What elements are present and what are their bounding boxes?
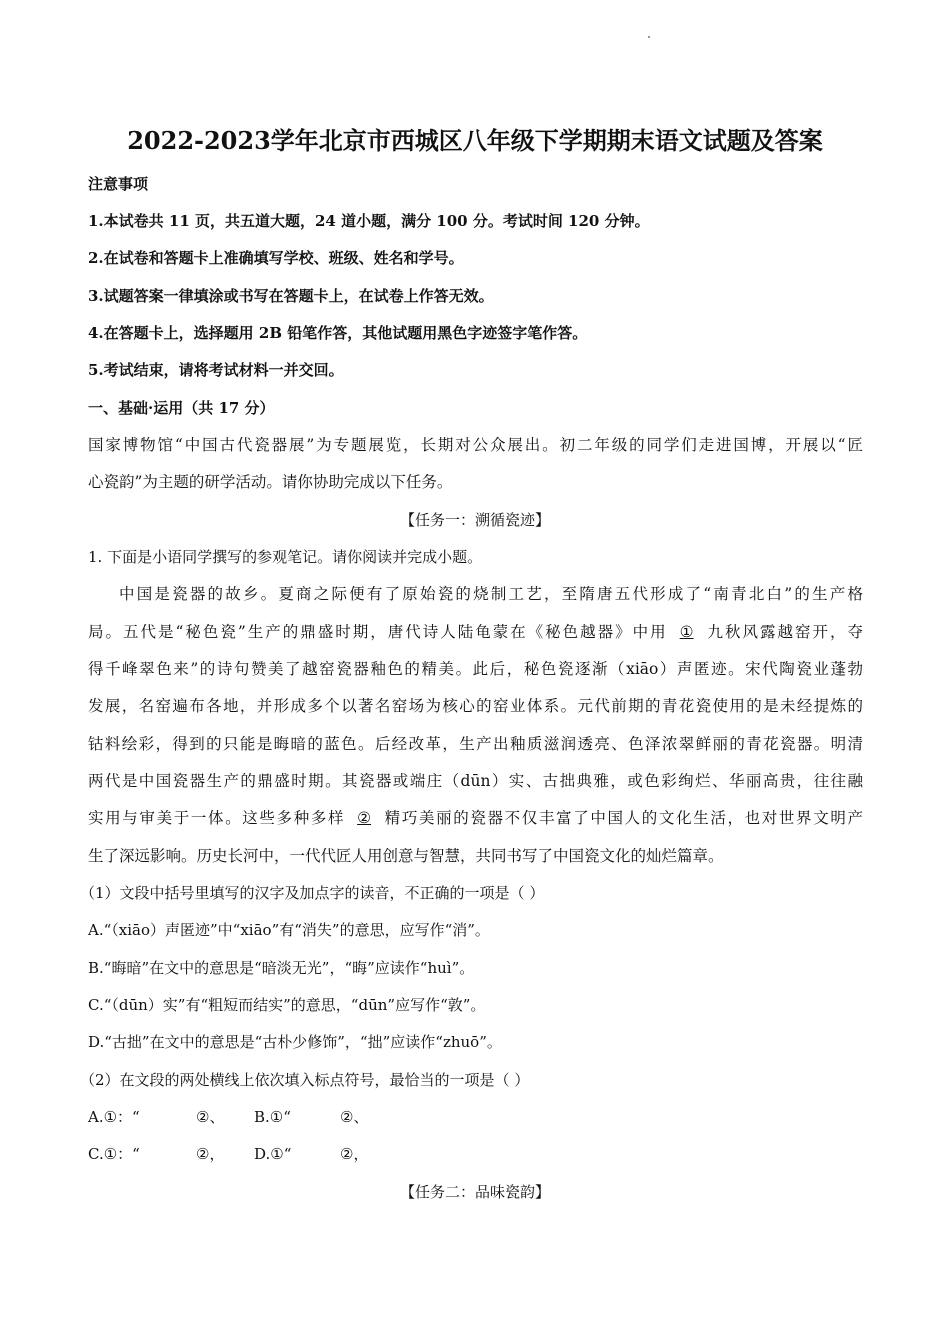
subquestion-1-option-a: A.“（xiāo）声匿迹”中“xiāo”有“消失”的意思，应写作“消”。 <box>88 921 490 939</box>
section1-heading: 一、基础·运用（共 17 分） <box>88 399 275 417</box>
task1-heading: 【任务一：溯循瓷迹】 <box>399 511 550 529</box>
option-d-second: ②， <box>340 1145 369 1163</box>
blank-2: ② <box>357 809 372 827</box>
passage-line-8: 生了深远影响。历史长河中，一代代匠人用创意与智慧，共同书写了中国瓷文化的灿烂篇章。 <box>88 847 724 865</box>
notice-item-2: 2.在试卷和答题卡上准确填写学校、班级、姓名和学号。 <box>88 249 464 267</box>
page-dot-mark <box>648 36 650 38</box>
passage-line-3: 得千峰翠色来”的诗句赞美了越窑瓷器釉色的精美。此后，秘色瓷逐渐（xiāo）声匿迹。宋代陶瓷业蓬勃 <box>88 660 863 678</box>
notice-heading: 注意事项 <box>88 175 149 193</box>
option-b-label: B.①“ <box>254 1108 291 1126</box>
option-c-second: ②， <box>196 1145 225 1163</box>
option-a-second: ②、 <box>196 1108 225 1126</box>
passage-line-7-end: 精巧美丽的瓷器不仅丰富了中国人的文化生活，也对世界文明产 <box>383 809 863 827</box>
subquestion-2-stem: （2）在文段的两处横线上依次填入标点符号，最恰当的一项是（ ） <box>80 1071 530 1089</box>
passage-line-5: 钴料绘彩，得到的只能是晦暗的蓝色。后经改革，生产出釉质滋润透亮、色泽浓翠鲜丽的青花瓷器。明清 <box>88 735 863 753</box>
subquestion-1-stem: （1）文段中括号里填写的汉字及加点字的读音，不正确的一项是（ ） <box>80 884 545 902</box>
subquestion-1-option-b: B.“晦暗”在文中的意思是“暗淡无光”，“晦”应读作“huì”。 <box>88 959 475 977</box>
notice-item-5: 5.考试结束，请将考试材料一并交回。 <box>88 361 344 379</box>
passage-line-7-start: 实用与审美于一体。这些多种多样 <box>88 809 346 827</box>
intro-line-1: 国家博物馆“中国古代瓷器展”为专题展览，长期对公众展出。初二年级的同学们走进国博，开展以“匠 <box>88 436 863 454</box>
option-a-label: A.①：“ <box>88 1108 140 1126</box>
passage-line-2-end: 九秋风露越窑开，夺 <box>705 623 863 641</box>
passage-line-6: 两代是中国瓷器生产的鼎盛时期。其瓷器或端庄（dūn）实、古拙典雅，或色彩绚烂、华丽高贵，往往融 <box>88 772 863 790</box>
notice-item-3: 3.试题答案一律填涂或书写在答题卡上，在试卷上作答无效。 <box>88 287 494 305</box>
blank-1: ① <box>679 623 694 641</box>
notice-item-4: 4.在答题卡上，选择题用 2B 铅笔作答，其他试题用黑色字迹签字笔作答。 <box>88 324 588 342</box>
option-d-label: D.①“ <box>254 1145 292 1163</box>
passage-line-1: 中国是瓷器的故乡。夏商之际便有了原始瓷的烧制工艺，至隋唐五代形成了“南青北白”的生产格 <box>119 585 863 603</box>
subquestion-1-option-c: C.“（dūn）实”有“粗短而结实”的意思，“dūn”应写作“敦”。 <box>88 996 486 1014</box>
notice-item-1: 1.本试卷共 11 页，共五道大题，24 道小题，满分 100 分。考试时间 120 分钟。 <box>88 212 650 230</box>
passage-line-2-start: 局。五代是“秘色瓷”生产的鼎盛时期，唐代诗人陆龟蒙在《秘色越器》中用 <box>88 623 668 641</box>
subquestion-1-option-d: D.“古拙”在文中的意思是“古朴少修饰”，“拙”应读作“zhuō”。 <box>88 1033 502 1051</box>
passage-line-7 <box>88 806 863 830</box>
task2-heading: 【任务二：品味瓷韵】 <box>399 1183 550 1201</box>
passage-line-2 <box>88 620 863 644</box>
passage-line-4: 发展，名窑遍布各地，并形成多个以著名窑场为核心的窑业体系。元代前期的青花瓷使用的是未经提炼的 <box>88 697 863 715</box>
option-c-label: C.①：“ <box>88 1145 140 1163</box>
intro-line-2: 心瓷韵”为主题的研学活动。请你协助完成以下任务。 <box>88 473 453 491</box>
document-title: 2022-2023学年北京市西城区八年级下学期期末语文试题及答案 <box>127 126 823 155</box>
option-b-second: ②、 <box>340 1108 369 1126</box>
question-1-stem: 1. 下面是小语同学撰写的参观笔记。请你阅读并完成小题。 <box>88 548 483 566</box>
